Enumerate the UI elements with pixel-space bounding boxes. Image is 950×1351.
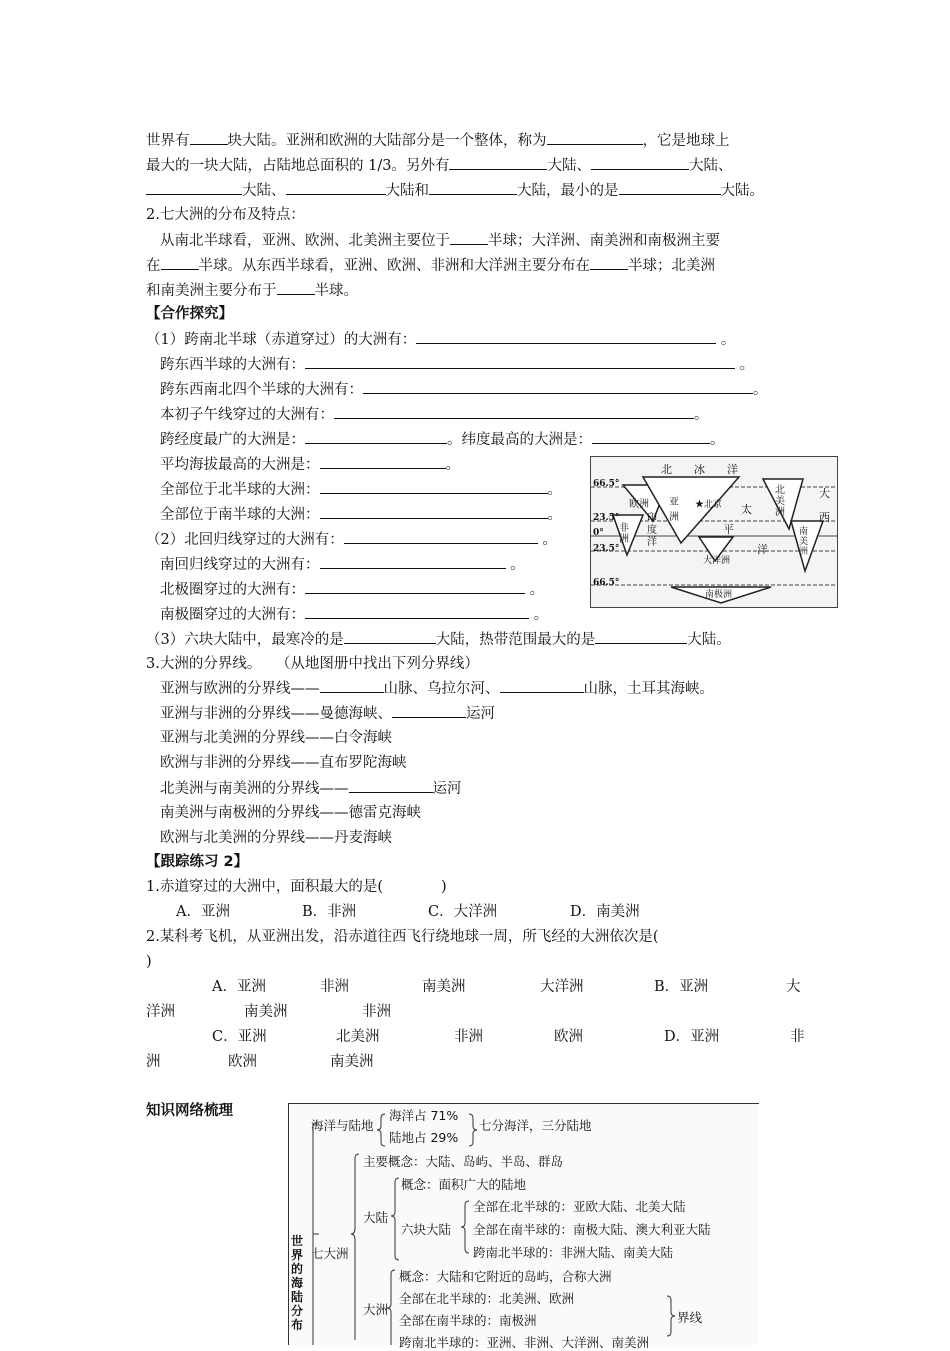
- tree-root: 世界的海陆分布: [291, 1234, 304, 1332]
- antarctica-label: 南极洲: [705, 590, 733, 600]
- coop-title: 【合作探究】: [146, 306, 233, 322]
- lat-235n: 23.5°: [593, 513, 620, 523]
- tree-node-cross-continents: 跨南北半球的：亚洲、非洲、大洋洲、南美洲: [399, 1335, 650, 1350]
- blank-field[interactable]: [286, 181, 386, 195]
- sec3-line-4: 欧洲与非洲的分界线——直布罗陀海峡: [160, 755, 407, 771]
- coop-q3: （3）六块大陆中，最寒冷的是 大陆，热带范围最大的是 大陆。: [146, 632, 731, 648]
- tree-node-land-concept: 概念：面积广大的陆地: [401, 1177, 527, 1192]
- coop-q1: （1）跨南北半球（赤道穿过）的大洲有： 。: [146, 332, 736, 348]
- tree-node-ocean-land: 海洋与陆地: [311, 1118, 374, 1133]
- coop-q1d: 本初子午线穿过的大洲有： 。: [160, 407, 709, 423]
- blank-field[interactable]: [305, 430, 447, 444]
- tree-node-continent-land: 大陆: [363, 1210, 389, 1225]
- coop-q1e: 跨经度最广的大洲是： 。纬度最高的大洲是： 。: [160, 432, 725, 448]
- sec2-line-3: 和南美洲主要分布于 半球。: [146, 283, 358, 299]
- practice-q2-close: ): [146, 954, 152, 970]
- blank-field[interactable]: [320, 455, 446, 469]
- sec3-line-7: 欧洲与北美洲的分界线——丹麦海峡: [160, 830, 392, 846]
- sec2-line-1: 从南北半球看，亚洲、欧洲、北美洲主要位于 半球；大洋洲、南美洲和南极洲主要: [160, 233, 720, 249]
- coop-q1h: 全部位于南半球的大洲： 。: [160, 507, 562, 523]
- q2-d-item: 非: [790, 1029, 805, 1045]
- africa-label: 非 洲: [619, 523, 629, 545]
- tree-node-six-lands: 六块大陆: [401, 1222, 452, 1237]
- q2-d-item: 欧洲: [228, 1054, 257, 1070]
- beijing-label: ★北京: [695, 500, 723, 510]
- practice-q1: 1.赤道穿过的大洲中，面积最大的是( ): [146, 879, 447, 895]
- lat-665s: 66.5°: [593, 578, 620, 588]
- intro-line-1: 世界有 块大陆。亚洲和欧洲的大陆部分是一个整体，称为 ，它是地球上: [146, 133, 730, 149]
- sec2-line-2: 在 半球。从东西半球看，亚洲、欧洲、非洲和大洋洲主要分布在 半球；北美洲: [146, 258, 715, 274]
- lat-235s: 23.5°: [593, 544, 620, 554]
- blank-field[interactable]: [349, 779, 433, 793]
- blank-field[interactable]: [146, 181, 242, 195]
- blank-field[interactable]: [547, 131, 643, 145]
- intro-line-2: 最大的一块大陆，占陆地总面积的 1/3。另外有 大陆、 大陆、: [146, 158, 733, 174]
- blank-field[interactable]: [592, 430, 710, 444]
- continent-map: [590, 456, 838, 608]
- blank-field[interactable]: [392, 704, 466, 718]
- arctic-ocean-label: 北 冰 洋: [661, 463, 738, 476]
- tree-node-seven-three: 七分海洋，三分陆地: [479, 1118, 592, 1133]
- blank-field[interactable]: [320, 555, 506, 569]
- q1-option-a[interactable]: A．亚洲: [176, 904, 230, 920]
- tree-node-seven-continents: 七大洲: [311, 1246, 349, 1261]
- q2-b-item: 洋洲: [146, 1004, 175, 1020]
- tree-node-continent-concept: 概念：大陆和它附近的岛屿，合称大洲: [399, 1269, 612, 1284]
- blank-field[interactable]: [277, 281, 315, 295]
- q2-c-item: 欧洲: [554, 1029, 583, 1045]
- blank-field[interactable]: [320, 505, 548, 519]
- north-america-label: 北 美 洲: [775, 485, 785, 518]
- blank-field[interactable]: [590, 256, 628, 270]
- sec3-line-1: 亚洲与欧洲的分界线—— 山脉、乌拉尔河、 山脉，土耳其海峡。: [160, 681, 714, 697]
- blank-field[interactable]: [619, 181, 721, 195]
- blank-field[interactable]: [320, 679, 384, 693]
- tree-node-main-concepts: 主要概念：大陆、岛屿、半岛、群岛: [363, 1154, 564, 1169]
- pacific-label-2: 平: [723, 523, 734, 536]
- blank-field[interactable]: [450, 231, 488, 245]
- blank-field[interactable]: [305, 580, 525, 594]
- section-2-title: 2.七大洲的分布及特点：: [146, 207, 305, 223]
- q2-option-a[interactable]: A．亚洲: [212, 979, 266, 995]
- coop-q1g: 全部位于北半球的大洲： 。: [160, 482, 562, 498]
- tree-node-south-continents: 全部在南半球的：南极洲: [399, 1313, 537, 1328]
- q2-option-c[interactable]: C．亚洲: [212, 1029, 267, 1045]
- blank-field[interactable]: [449, 156, 547, 170]
- network-title: 知识网络梳理: [146, 1103, 233, 1119]
- q2-c-item: 北美洲: [336, 1029, 380, 1045]
- atlantic-label-1: 大: [819, 487, 830, 500]
- q2-c-item: 非洲: [454, 1029, 483, 1045]
- coop-q2: （2）北回归线穿过的大洲有： 。: [146, 532, 557, 548]
- indian-ocean-label: 印 度 洋: [647, 513, 657, 548]
- q2-d-item: 南美洲: [330, 1054, 374, 1070]
- section-3-title: 3.大洲的分界线。 （从地图册中找出下列分界线）: [146, 656, 479, 672]
- practice-q2: 2.某科考飞机，从亚洲出发，沿赤道往西飞行绕地球一周，所飞经的大洲依次是(: [146, 929, 659, 945]
- coop-q2b: 南回归线穿过的大洲有： 。: [160, 557, 525, 573]
- blank-field[interactable]: [334, 405, 694, 419]
- q2-b-item: 南美洲: [244, 1004, 288, 1020]
- coop-q1b: 跨东西半球的大洲有： 。: [160, 357, 755, 373]
- coop-q1f: 平均海拔最高的大洲是： 。: [160, 457, 460, 473]
- coop-q2c: 北极圈穿过的大洲有： 。: [160, 582, 545, 598]
- europe-label: 欧洲: [629, 499, 649, 510]
- tree-node-boundaries: 界线: [677, 1310, 703, 1325]
- tree-node-continents: 大洲: [363, 1302, 389, 1317]
- tree-node-cross-lands: 跨南北半球的：非洲大陆、南美大陆: [473, 1245, 674, 1260]
- tree-node-north-continents: 全部在北半球的：北美洲、欧洲: [399, 1291, 575, 1306]
- sec3-line-5: 北美洲与南美洲的分界线—— 运河: [160, 781, 462, 797]
- blank-field[interactable]: [595, 630, 687, 644]
- south-america-label: 南 美 洲: [799, 527, 809, 557]
- blank-field[interactable]: [429, 181, 517, 195]
- sec3-line-6: 南美洲与南极洲的分界线——德雷克海峡: [160, 805, 421, 821]
- blank-field[interactable]: [161, 256, 199, 270]
- q2-option-b[interactable]: B．亚洲: [654, 979, 709, 995]
- q1-option-c[interactable]: C．大洋洲: [428, 904, 498, 920]
- intro-line-3: 大陆、 大陆和 大陆，最小的是 大陆。: [146, 181, 764, 200]
- tree-node-land-pct: 陆地占 29%: [389, 1130, 459, 1145]
- coop-q2d: 南极圈穿过的大洲有： 。: [160, 607, 549, 623]
- tree-node-ocean-pct: 海洋占 71%: [389, 1108, 459, 1123]
- q2-a-item: 大洋洲: [540, 979, 584, 995]
- blank-field[interactable]: [305, 355, 735, 369]
- lat-0: 0°: [593, 528, 604, 538]
- tree-node-south-lands: 全部在南半球的：南极大陆、澳大利亚大陆: [473, 1222, 711, 1237]
- asia-label: 亚 洲: [669, 497, 679, 523]
- blank-field[interactable]: [190, 131, 228, 145]
- blank-field[interactable]: [500, 679, 584, 693]
- blank-field[interactable]: [344, 530, 538, 544]
- q2-b-item: 非洲: [362, 1004, 391, 1020]
- q2-d-item: 洲: [146, 1054, 161, 1070]
- coop-q1c: 跨东西南北四个半球的大洲有： 。: [160, 382, 768, 398]
- sec3-line-3: 亚洲与北美洲的分界线——白令海峡: [160, 730, 392, 746]
- oceania-label: 大洋洲: [703, 556, 731, 566]
- atlantic-label-2: 西: [819, 511, 830, 524]
- q2-a-item: 南美洲: [422, 979, 466, 995]
- q2-a-item: 非洲: [320, 979, 349, 995]
- pacific-label-3: 洋: [757, 543, 768, 556]
- q1-option-d[interactable]: D．南美洲: [570, 904, 640, 920]
- q2-b-item: 大: [786, 979, 801, 995]
- sec3-line-2: 亚洲与非洲的分界线——曼德海峡、 运河: [160, 706, 495, 722]
- q2-option-d[interactable]: D．亚洲: [664, 1029, 720, 1045]
- knowledge-tree: [288, 1103, 759, 1350]
- blank-field[interactable]: [416, 330, 716, 344]
- blank-field[interactable]: [320, 480, 548, 494]
- tree-node-north-lands: 全部在北半球的：亚欧大陆、北美大陆: [473, 1199, 686, 1214]
- blank-field[interactable]: [591, 156, 689, 170]
- blank-field[interactable]: [305, 605, 529, 619]
- blank-field[interactable]: [344, 630, 436, 644]
- practice-title: 【跟踪练习 2】: [146, 854, 249, 870]
- blank-field[interactable]: [363, 380, 753, 394]
- lat-665n: 66.5°: [593, 479, 620, 489]
- q1-option-b[interactable]: B．非洲: [302, 904, 357, 920]
- pacific-label-1: 太: [741, 503, 752, 516]
